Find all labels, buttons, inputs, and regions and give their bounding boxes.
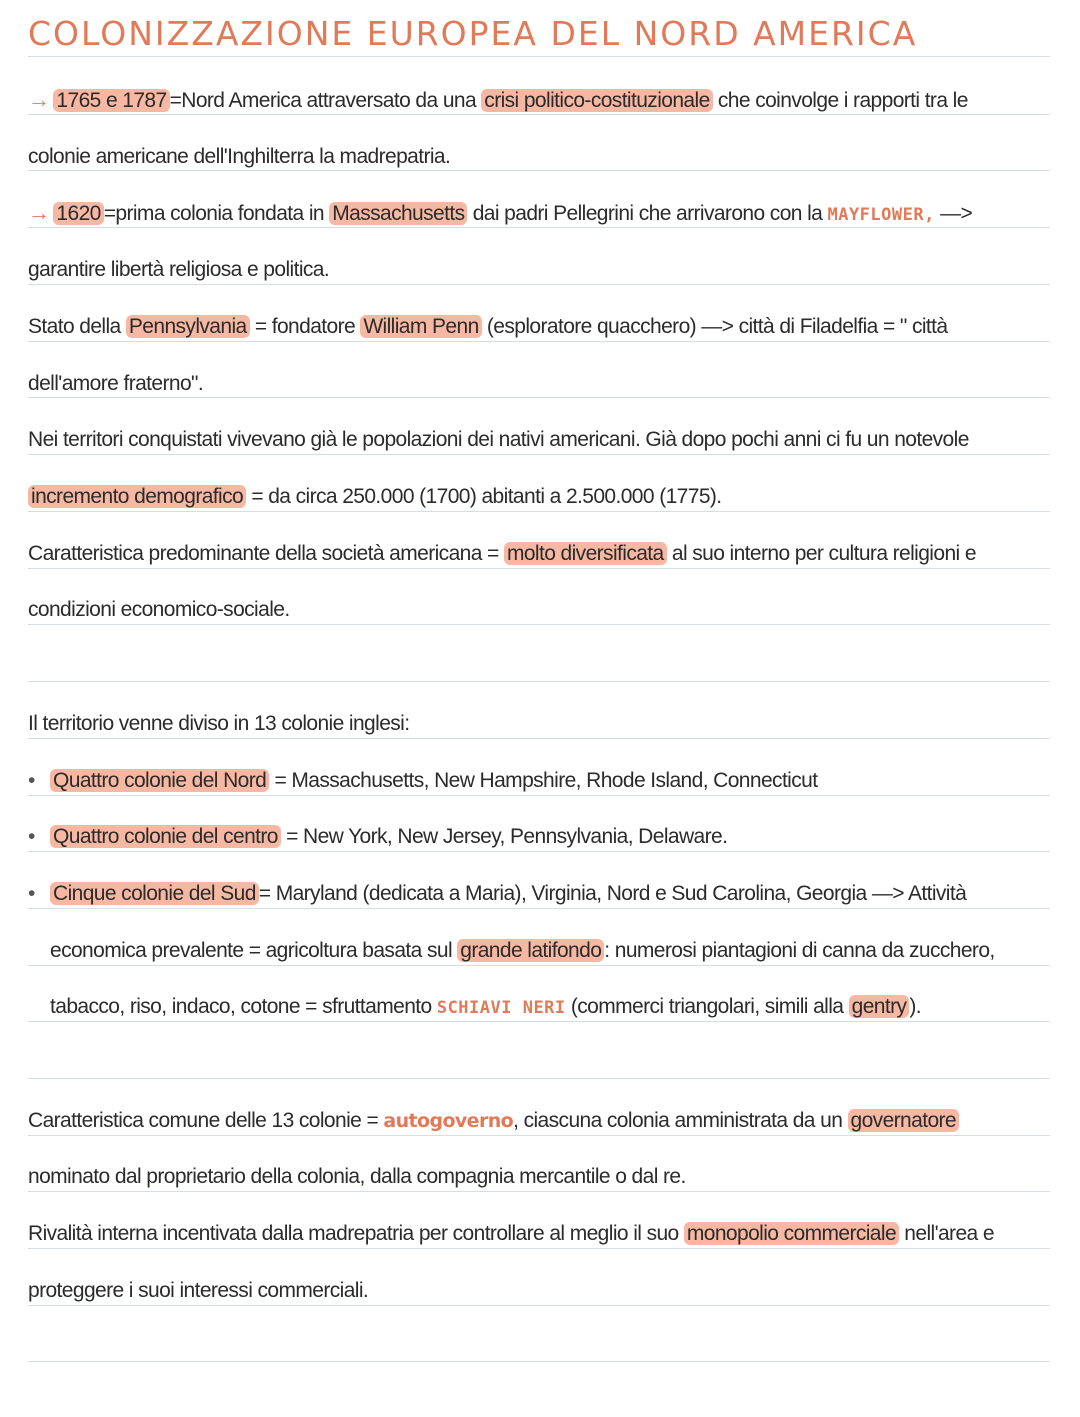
text-line: condizioni economico-sociale. [28, 598, 290, 621]
text: nell'area e [899, 1222, 994, 1245]
ruled-line [28, 681, 1050, 682]
text-line [50, 931, 1050, 971]
text: che coinvolge i rapporti tra le [712, 89, 968, 112]
text-line [28, 307, 1048, 347]
text-line [28, 534, 1048, 574]
text: dai padri Pellegrini che arrivarono con la [467, 202, 828, 225]
arrow-right-icon: → [28, 87, 50, 112]
highlight: William Penn [360, 315, 481, 338]
highlight: monopolio commerciale [684, 1222, 899, 1245]
text: Caratteristica predominante della società americana = [28, 542, 504, 565]
highlight: grande latifondo [457, 939, 604, 962]
accent-text: autogoverno [383, 1110, 514, 1132]
ruled-line [28, 1078, 1050, 1079]
text: ). [909, 995, 922, 1018]
page-title: COLONIZZAZIONE EUROPEA DEL NORD AMERICA [28, 14, 918, 53]
text-line [28, 1214, 1048, 1254]
text: = fondatore [249, 315, 361, 338]
text: Stato della [28, 315, 126, 338]
highlight: Cinque colonie del Sud [50, 882, 259, 905]
text-line [28, 1101, 1048, 1141]
text-line: Il territorio venne diviso in 13 colonie inglesi: [28, 712, 410, 735]
text: =prima colonia fondata in [103, 202, 330, 225]
text: (esploratore quacchero) —> città di Filadelfia = " città [481, 315, 948, 338]
ruled-line [28, 1361, 1050, 1362]
text: =Nord America attraversato da una [169, 89, 482, 112]
text: : numerosi piantagioni di canna da zucchero, [604, 939, 995, 962]
text-line: Nei territori conquistati vivevano già le popolazioni dei nativi americani. Già dopo pochi anni ci fu un notevole [28, 428, 969, 451]
text-line [28, 80, 1048, 120]
bullet-icon: • [28, 882, 35, 905]
text: = da circa 250.000 (1700) abitanti a 2.500.000 (1775). [246, 485, 722, 508]
highlight: molto diversificata [504, 542, 667, 565]
text-line: garantire libertà religiosa e politica. [28, 258, 330, 281]
list-item [28, 761, 1048, 801]
text-line: nominato dal proprietario della colonia, dalla compagnia mercantile o dal re. [28, 1165, 686, 1188]
accent-text: SCHIAVI NERI [436, 998, 566, 1018]
text-line: dell'amore fraterno". [28, 372, 204, 395]
highlight: incremento demografico [28, 485, 246, 508]
highlight-date: 1765 e 1787 [53, 89, 169, 112]
bullet-icon: • [28, 825, 35, 848]
accent-text: MAYFLOWER, [827, 205, 935, 225]
list-item [28, 817, 1048, 857]
text-line [28, 193, 1048, 233]
text-line: proteggere i suoi interessi commerciali. [28, 1279, 369, 1302]
highlight: gentry [849, 995, 910, 1018]
list-item [28, 874, 1048, 914]
arrow-right-icon: → [28, 200, 50, 225]
text: (commerci triangolari, simili alla [565, 995, 849, 1018]
text-line [28, 477, 1048, 517]
highlight-date: 1620 [53, 202, 103, 225]
text: = New York, New Jersey, Pennsylvania, Delaware. [280, 825, 728, 848]
ruled-line [28, 56, 1050, 57]
text: Caratteristica comune delle 13 colonie = [28, 1109, 384, 1132]
highlight: Massachusetts [329, 202, 467, 225]
highlight: crisi politico-costituzionale [481, 89, 712, 112]
bullet-icon: • [28, 769, 35, 792]
highlight: governatore [848, 1109, 959, 1132]
text-line: colonie americane dell'Inghilterra la madrepatria. [28, 145, 451, 168]
text: al suo interno per cultura religioni e [666, 542, 976, 565]
text: —> [934, 202, 973, 225]
text: Rivalità interna incentivata dalla madrepatria per controllare al meglio il suo [28, 1222, 684, 1245]
text: tabacco, riso, indaco, cotone = sfruttamento [50, 995, 437, 1018]
text: economica prevalente = agricoltura basata sul [50, 939, 458, 962]
highlight: Pennsylvania [126, 315, 250, 338]
text: = Maryland (dedicata a Maria), Virginia, Nord e Sud Carolina, Georgia —> Attività [258, 882, 967, 905]
highlight: Quattro colonie del Nord [50, 769, 269, 792]
text: = Massachusetts, New Hampshire, Rhode Island, Connecticut [269, 769, 818, 792]
highlight: Quattro colonie del centro [50, 825, 281, 848]
text-line [50, 987, 1050, 1027]
text: , ciascuna colonia amministrata da un [513, 1109, 848, 1132]
